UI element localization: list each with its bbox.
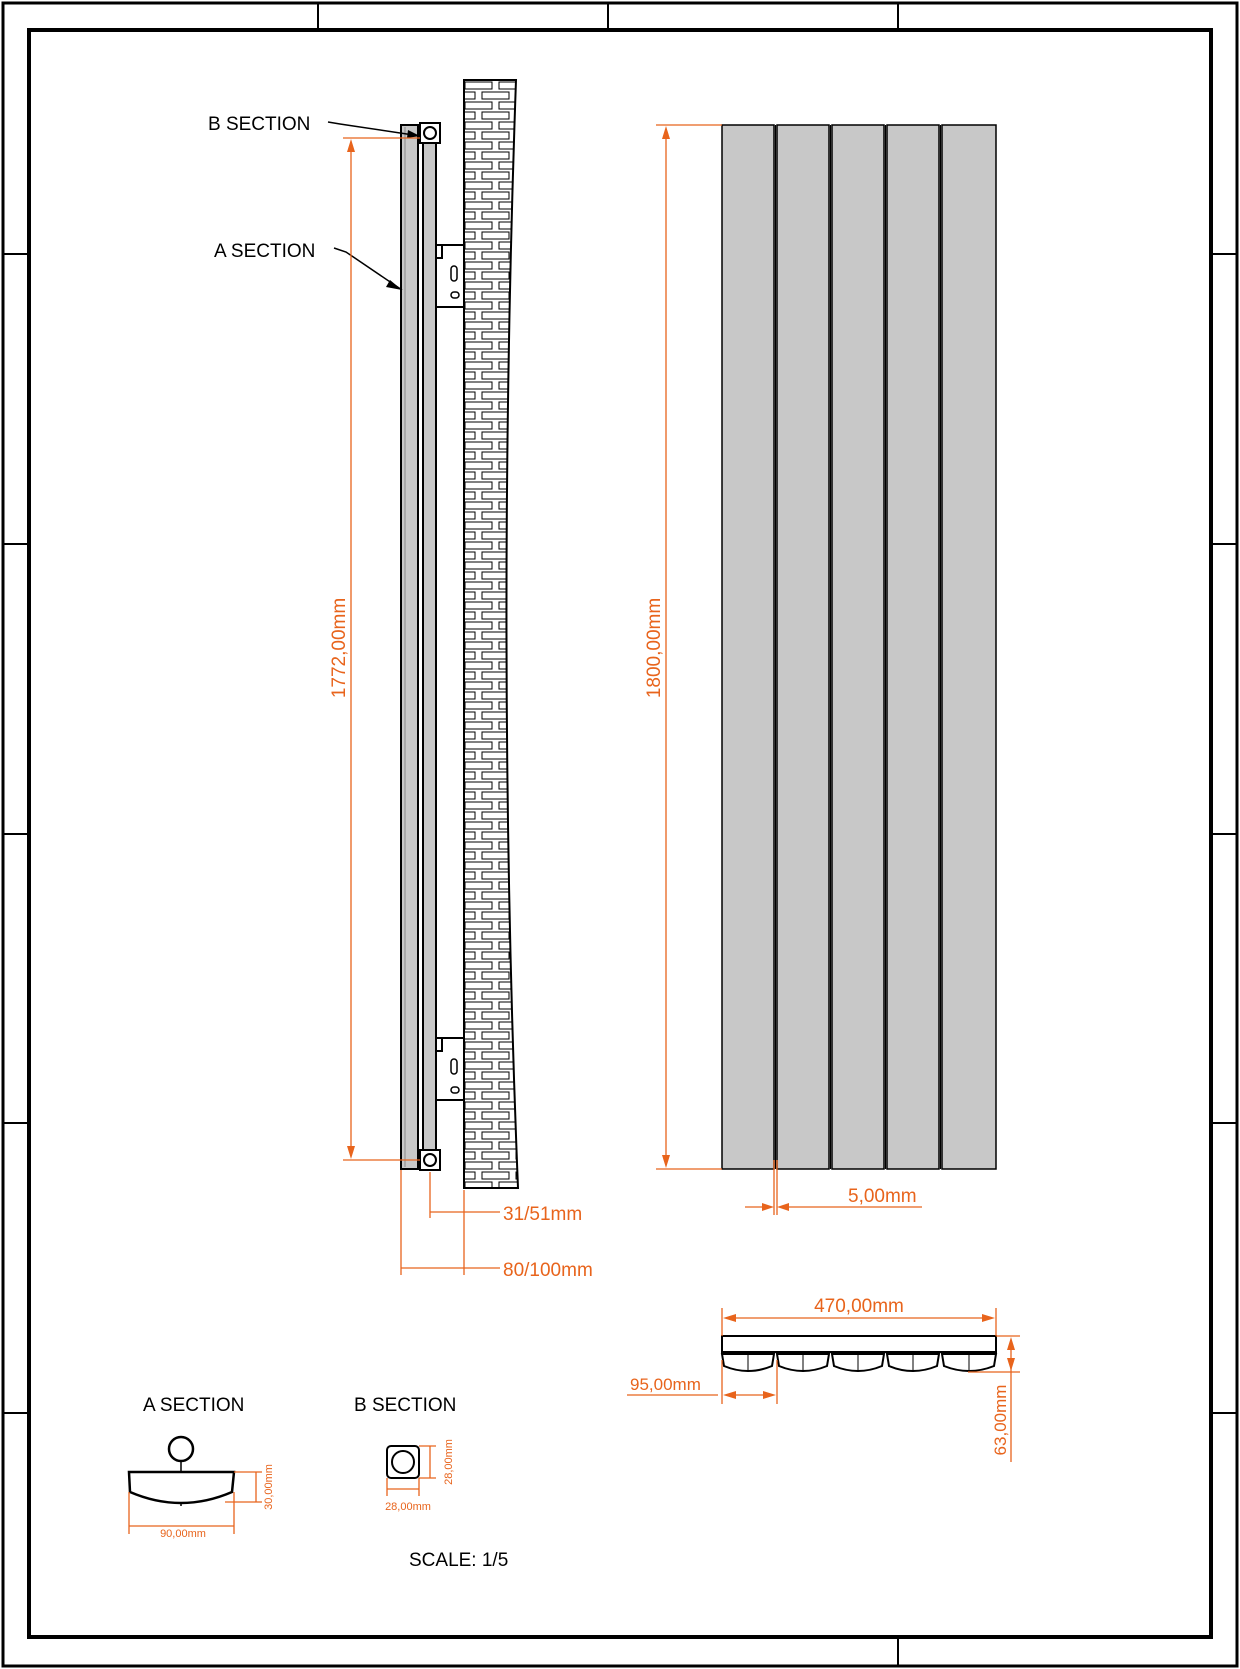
b-section-callout-label: B SECTION (208, 114, 311, 135)
b-section-dim-height (419, 1439, 455, 1485)
b-section-dim-width (385, 1478, 431, 1513)
radiator-side-panel (401, 125, 436, 1169)
front-column-5 (942, 125, 996, 1169)
front-column-3 (832, 125, 884, 1169)
b-section-height-label: 28,00mm (443, 1439, 455, 1485)
a-section-width-label: 90,00mm (160, 1528, 206, 1540)
dimension-panel-gap-label: 5,00mm (848, 1186, 917, 1207)
dimension-top-depth-label: 63,00mm (991, 1384, 1010, 1456)
a-section-title: A SECTION (143, 1395, 245, 1416)
brick-wall (462, 80, 522, 1190)
dimension-front-height-label: 1800,00mm (644, 597, 665, 699)
b-section-callout (208, 114, 420, 138)
a-section-detail (129, 1395, 275, 1540)
front-column-2 (777, 125, 829, 1169)
wall-bracket-bottom (436, 1038, 464, 1100)
dimension-total-width (722, 1296, 996, 1336)
collector-top (420, 123, 440, 143)
front-view (644, 125, 996, 1215)
top-view-columns (722, 1354, 996, 1371)
collector-bottom (420, 1150, 440, 1170)
radiator-front (722, 125, 996, 1169)
dimension-depth-label: 80/100mm (503, 1260, 593, 1281)
b-section-detail (354, 1395, 456, 1513)
scale-label: SCALE: 1/5 (409, 1550, 509, 1571)
side-view (208, 80, 593, 1281)
front-column-4 (887, 125, 939, 1169)
front-column-1 (722, 125, 774, 1169)
a-section-callout-label: A SECTION (214, 241, 316, 262)
dimension-total-width-label: 470,00mm (814, 1296, 904, 1317)
a-section-height-label: 30,00mm (263, 1464, 275, 1510)
b-section-width-label: 28,00mm (385, 1501, 431, 1513)
sheet-frame (3, 3, 1237, 1666)
dimension-column-width-label: 95,00mm (630, 1375, 701, 1394)
a-section-callout (214, 241, 402, 290)
dimension-side-height-label: 1772,00mm (329, 597, 350, 699)
dimension-gap-label: 31/51mm (503, 1204, 583, 1225)
b-section-title: B SECTION (354, 1395, 457, 1416)
dimension-front-height (644, 125, 722, 1169)
wall-bracket-top (436, 245, 464, 307)
top-view (627, 1296, 1020, 1462)
